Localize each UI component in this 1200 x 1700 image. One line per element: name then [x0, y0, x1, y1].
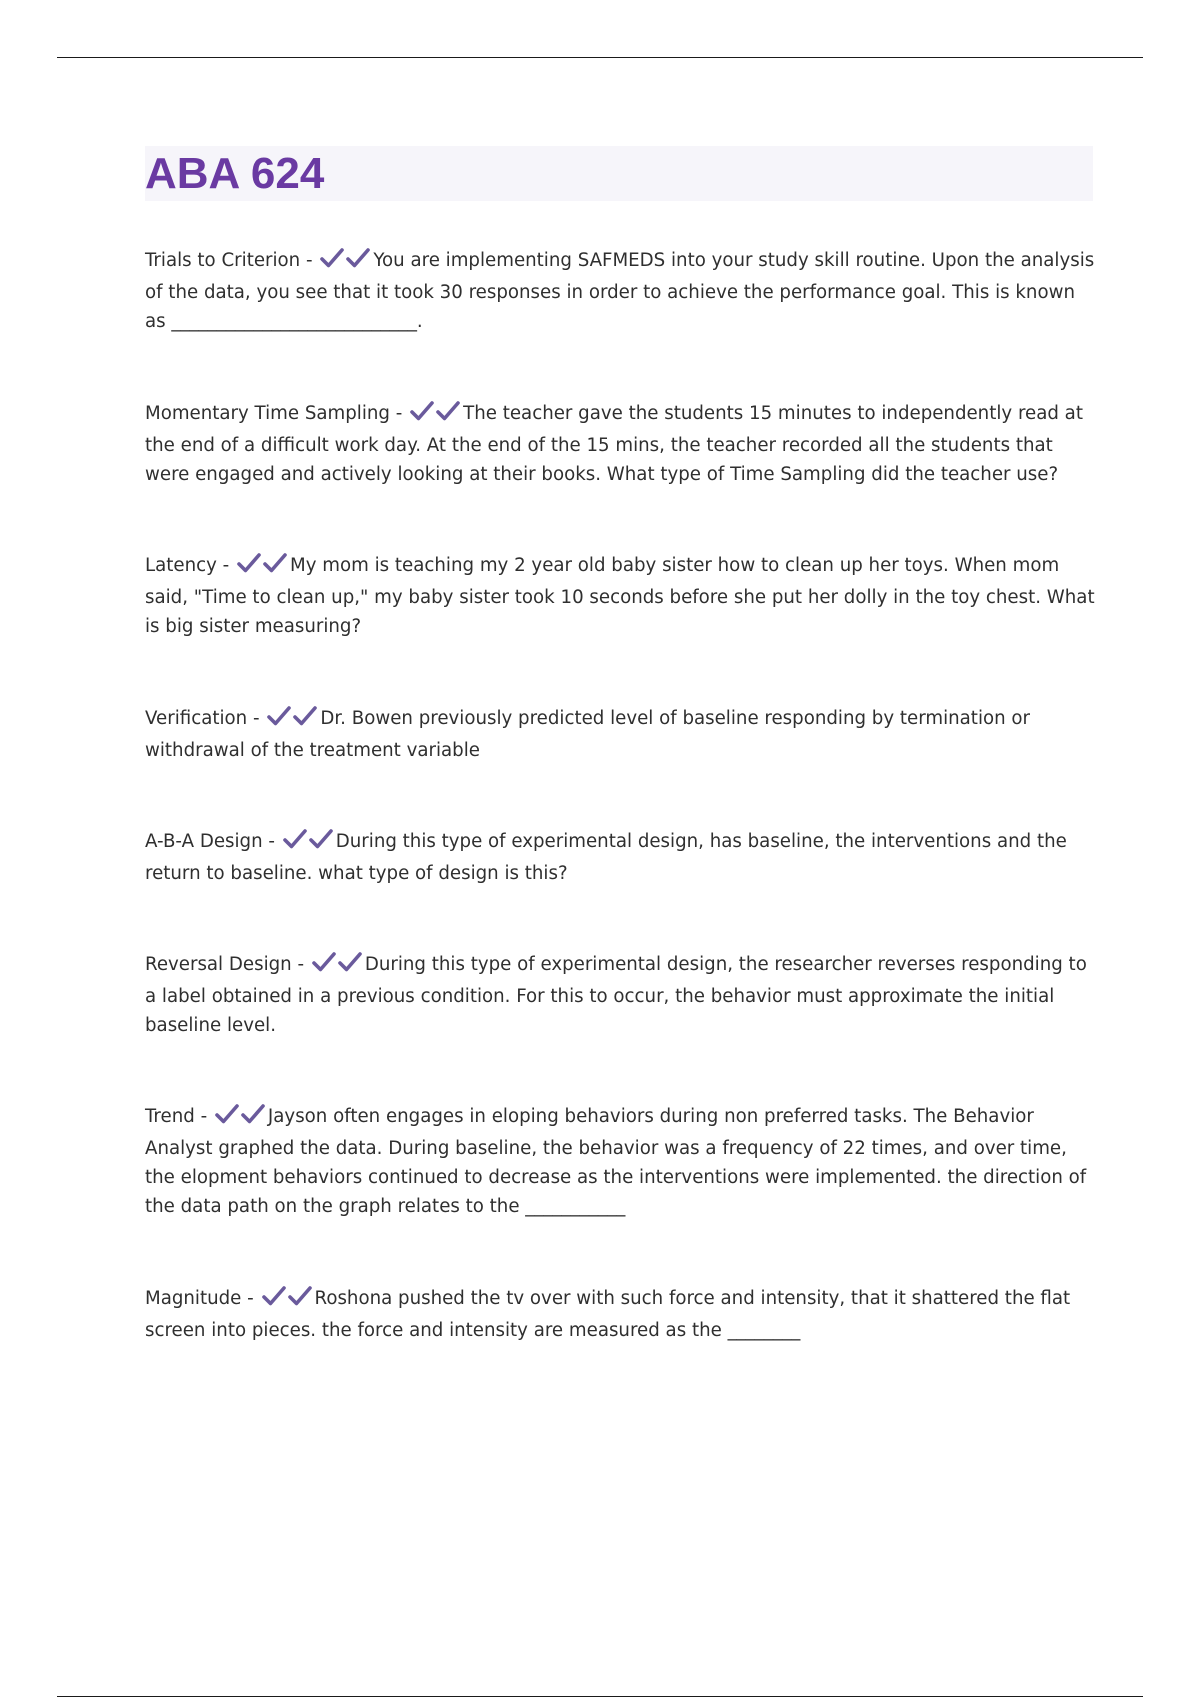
qa-item	[145, 1284, 1095, 1345]
checkmark-icon	[262, 552, 288, 574]
checkmark-icon	[214, 1103, 240, 1125]
qa-term: Momentary Time Sampling	[145, 403, 390, 424]
checkmark-icon	[311, 951, 337, 973]
checkmark-icon	[261, 1285, 287, 1307]
qa-separator: -	[241, 1288, 260, 1309]
qa-term: Magnitude	[145, 1288, 242, 1309]
checkmark-icon	[287, 1285, 313, 1307]
qa-separator: -	[291, 954, 310, 975]
qa-item	[145, 704, 1095, 765]
qa-term: Trials to Criterion	[145, 250, 301, 271]
qa-answer: During this type of experimental design, the researcher reverses responding to a label obtained in a previous condition. For this to occur, the behavior must approximate the initial baseline level.	[145, 954, 1087, 1036]
qa-answer: The teacher gave the students 15 minutes to independently read at the end of a difficult work day. At the end of the 15 mins, the teacher recorded all the students that were engaged and actively looking at their books. What type of Time Sampling did the teacher use?	[145, 403, 1083, 485]
qa-term: Trend	[145, 1106, 195, 1127]
qa-answer: Roshona pushed the tv over with such force and intensity, that it shattered the flat screen into pieces. the force and intensity are measured as the ________	[145, 1288, 1071, 1341]
qa-term: Verification	[145, 708, 248, 729]
checkmark-icon	[240, 1103, 266, 1125]
checkmark-icon	[345, 247, 371, 269]
qa-item	[145, 950, 1095, 1040]
qa-item	[145, 399, 1095, 489]
check-pair	[261, 1285, 313, 1316]
qa-answer: During this type of experimental design, has baseline, the interventions and the return to baseline. what type of design is this?	[145, 831, 1067, 884]
check-pair	[236, 552, 288, 583]
check-pair	[266, 705, 318, 736]
qa-answer: Jayson often engages in eloping behaviors during non preferred tasks. The Behavior Analyst graphed the data. During baseline, the behavior was a frequency of 22 times, and over time, the elopment behaviors continued to decrease as the interventions were implemented. the direction of the data path on the graph relates to the ___________	[145, 1106, 1087, 1217]
bottom-rule	[57, 1696, 1143, 1697]
qa-item	[145, 1102, 1095, 1221]
checkmark-icon	[409, 400, 435, 422]
check-pair	[282, 828, 334, 859]
qa-item	[145, 246, 1095, 336]
qa-item	[145, 827, 1095, 888]
qa-separator: -	[300, 250, 319, 271]
qa-term: A-B-A Design	[145, 831, 263, 852]
qa-separator: -	[262, 831, 281, 852]
checkmark-icon	[292, 705, 318, 727]
qa-separator: -	[194, 1106, 213, 1127]
checkmark-icon	[337, 951, 363, 973]
qa-item	[145, 551, 1095, 641]
checkmark-icon	[266, 705, 292, 727]
check-pair	[311, 951, 363, 982]
check-pair	[319, 247, 371, 278]
qa-term: Latency	[145, 555, 217, 576]
checkmark-icon	[319, 247, 345, 269]
title-band	[145, 146, 1093, 201]
qa-answer: You are implementing SAFMEDS into your study skill routine. Upon the analysis of the data, you see that it took 30 responses in order to achieve the performance goal. This is known as ___________________________.	[145, 250, 1095, 332]
qa-separator: -	[247, 708, 266, 729]
qa-separator: -	[216, 555, 236, 576]
top-rule	[57, 57, 1143, 58]
checkmark-icon	[236, 552, 262, 574]
qa-answer: My mom is teaching my 2 year old baby sister how to clean up her toys. When mom said, "Time to clean up," my baby sister took 10 seconds before she put her dolly in the toy chest. What is big sister measuring?	[145, 555, 1095, 637]
checkmark-icon	[282, 828, 308, 850]
checkmark-icon	[308, 828, 334, 850]
qa-term: Reversal Design	[145, 954, 292, 975]
check-pair	[409, 400, 461, 431]
checkmark-icon	[435, 400, 461, 422]
qa-answer: Dr. Bowen previously predicted level of baseline responding by termination or withdrawal of the treatment variable	[145, 708, 1031, 761]
check-pair	[214, 1103, 266, 1134]
document-title: ABA 624	[145, 149, 325, 198]
qa-separator: -	[389, 403, 409, 424]
